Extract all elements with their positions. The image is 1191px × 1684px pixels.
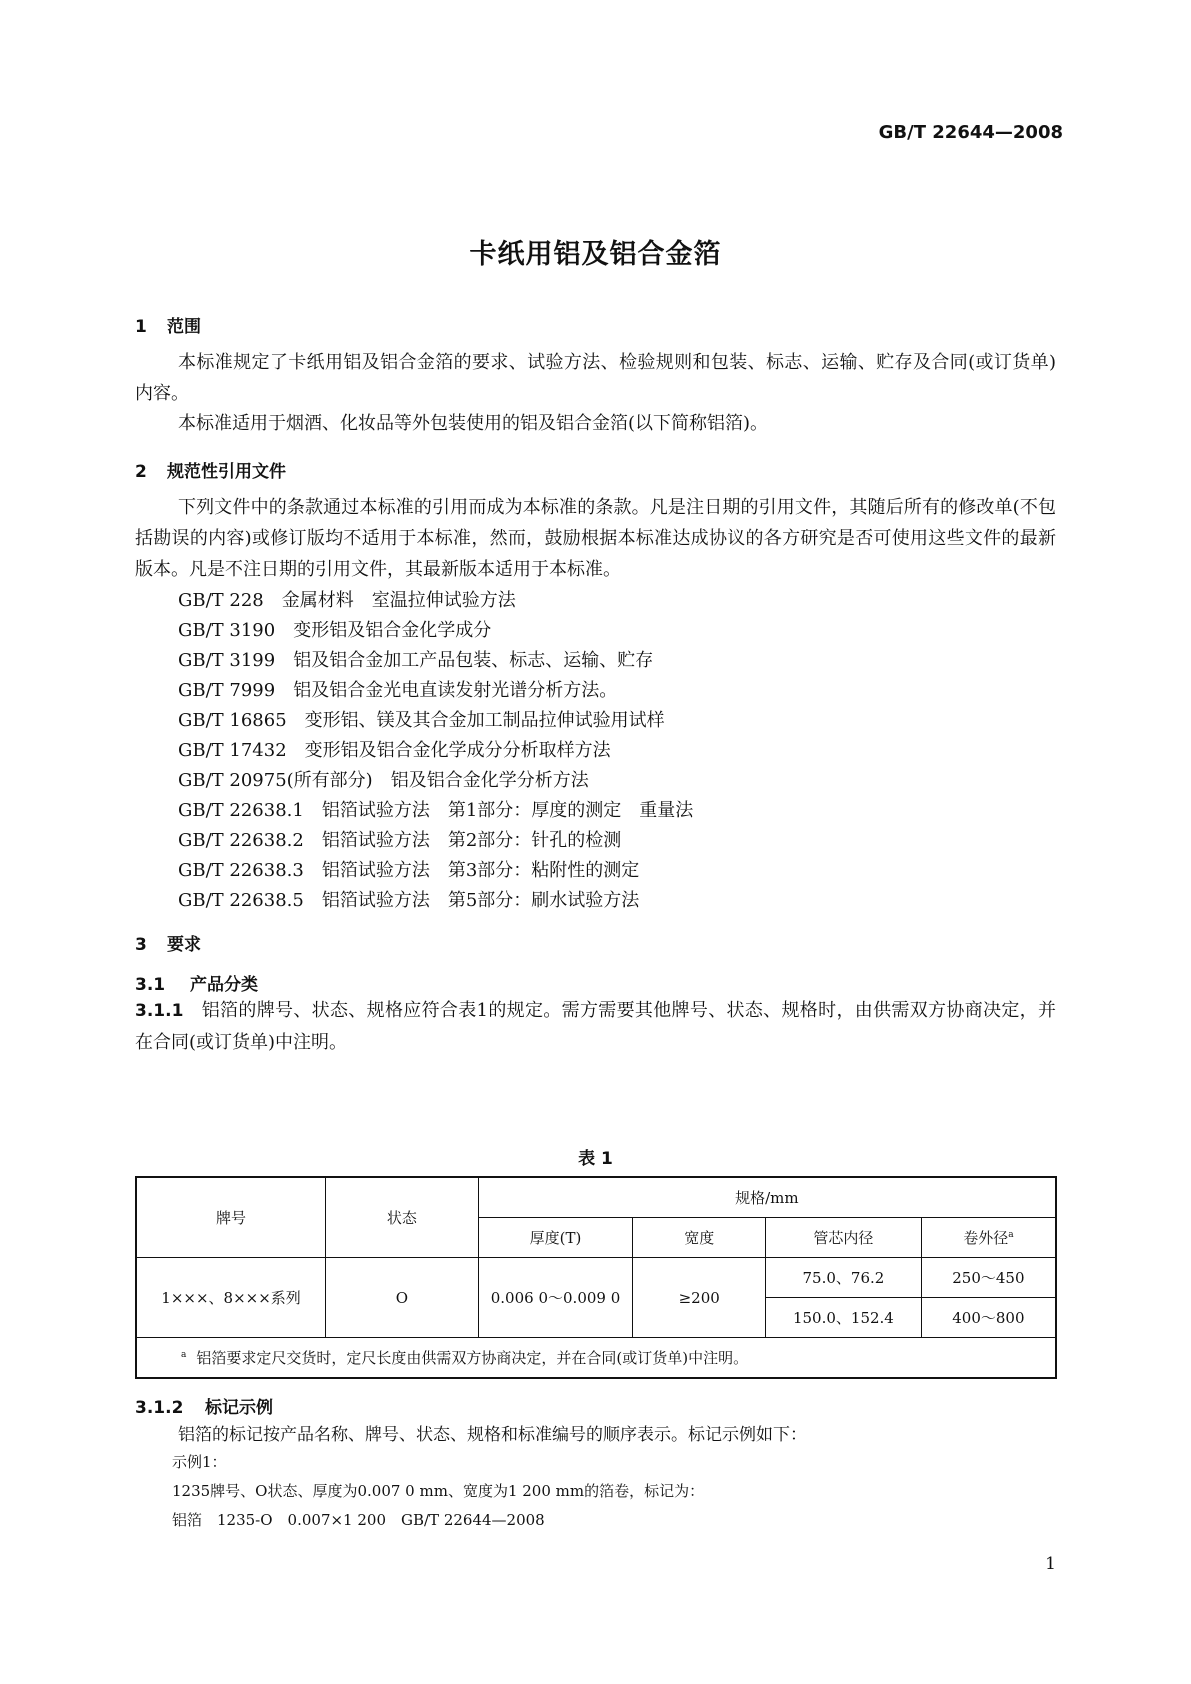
- section-3-1-1-paragraph: [135, 995, 1056, 1058]
- cell-grade: 1×××、8×××系列: [136, 1258, 326, 1338]
- header-grade: 牌号: [136, 1177, 326, 1258]
- section-title: 范围: [167, 317, 201, 337]
- section-3-heading: [135, 930, 201, 955]
- example-marking: 铝箔 1235-O 0.007×1 200 GB/T 22644—2008: [172, 1511, 545, 1529]
- section-3-1-2-heading: [135, 1393, 273, 1418]
- section-1-paragraph-1: 本标准规定了卡纸用铝及铝合金箔的要求、试验方法、检验规则和包装、标志、运输、贮存及合同(或订货单)内容。: [135, 352, 1056, 404]
- header-temper: 状态: [326, 1177, 479, 1258]
- section-2-heading: [135, 457, 286, 482]
- cell-temper: O: [326, 1258, 479, 1338]
- paragraph-text: 铝箔的牌号、状态、规格应符合表1的规定。需方需要其他牌号、状态、规格时，由供需双方协商决定，并在合同(或订货单)中注明。: [135, 1000, 1056, 1053]
- document-title: 卡纸用铝及铝合金箔: [469, 239, 722, 270]
- cell-thickness: 0.006 0～0.009 0: [478, 1258, 633, 1338]
- example-label: 示例1：: [172, 1453, 227, 1471]
- section-title: 规范性引用文件: [167, 462, 286, 482]
- section-title: 标记示例: [205, 1398, 273, 1418]
- section-number: 2: [135, 462, 147, 482]
- reference-item: GB/T 22638.2 铝箔试验方法 第2部分：针孔的检测: [178, 830, 622, 851]
- reference-item: GB/T 20975(所有部分) 铝及铝合金化学分析方法: [178, 770, 589, 791]
- cell-outer-diameter: 400～800: [921, 1298, 1056, 1338]
- header-thickness: 厚度(T): [478, 1218, 633, 1258]
- footnote-text: 铝箔要求定尺交货时，定尺长度由供需双方协商决定，并在合同(或订货单)中注明。: [196, 1349, 749, 1367]
- reference-item: GB/T 7999 铝及铝合金光电直读发射光谱分析方法。: [178, 680, 618, 701]
- marking-paragraph: 铝箔的标记按产品名称、牌号、状态、规格和标准编号的顺序表示。标记示例如下：: [178, 1425, 807, 1445]
- reference-item: GB/T 3199 铝及铝合金加工产品包装、标志、运输、贮存: [178, 650, 654, 671]
- reference-item: GB/T 22638.5 铝箔试验方法 第5部分：刷水试验方法: [178, 890, 640, 911]
- product-table: [135, 1176, 1057, 1379]
- section-number: 3.1: [135, 975, 166, 995]
- reference-item: GB/T 22638.1 铝箔试验方法 第1部分：厚度的测定 重量法: [178, 800, 694, 821]
- section-3-1-heading: [135, 970, 258, 995]
- section-number: 3: [135, 935, 147, 955]
- reference-item: GB/T 3190 变形铝及铝合金化学成分: [178, 620, 492, 641]
- header-spec: 规格/mm: [478, 1177, 1056, 1218]
- standard-number: GB/T 22644—2008: [878, 122, 1063, 143]
- footnote-marker: a: [181, 1350, 187, 1360]
- header-outer-diameter: [921, 1218, 1056, 1258]
- section-2-paragraph: 下列文件中的条款通过本标准的引用而成为本标准的条款。凡是注日期的引用文件，其随后所有的修改单(不包括勘误的内容)或修订版均不适用于本标准，然而，鼓励根据本标准达成协议的各方研究是否可使用这些文件的最新版本。凡是不注日期的引用文件，其最新版本适用于本标准。: [135, 497, 1056, 580]
- page-number: 1: [1045, 1554, 1056, 1574]
- header-core-diameter: 管芯内径: [766, 1218, 922, 1258]
- section-number: 1: [135, 317, 147, 337]
- section-number: 3.1.1: [135, 1001, 184, 1021]
- cell-core-diameter: 150.0、152.4: [766, 1298, 922, 1338]
- example-text: 1235牌号、O状态、厚度为0.007 0 mm、宽度为1 200 mm的箔卷，标记为：: [172, 1482, 705, 1500]
- cell-outer-diameter: 250～450: [921, 1258, 1056, 1298]
- header-outer-diameter-label: 卷外径: [963, 1229, 1009, 1247]
- reference-item: GB/T 17432 变形铝及铝合金化学成分分析取样方法: [178, 740, 611, 761]
- section-title: 产品分类: [190, 975, 258, 995]
- section-title: 要求: [167, 935, 201, 955]
- section-1-heading: [135, 312, 201, 337]
- reference-item: GB/T 16865 变形铝、镁及其合金加工制品拉伸试验用试样: [178, 710, 665, 731]
- reference-item: GB/T 22638.3 铝箔试验方法 第3部分：粘附性的测定: [178, 860, 640, 881]
- cell-width: ≥200: [633, 1258, 766, 1338]
- section-number: 3.1.2: [135, 1398, 184, 1418]
- reference-item: GB/T 228 金属材料 室温拉伸试验方法: [178, 590, 516, 611]
- header-width: 宽度: [633, 1218, 766, 1258]
- section-1-paragraph-2: 本标准适用于烟酒、化妆品等外包装使用的铝及铝合金箔(以下简称铝箔)。: [178, 413, 769, 434]
- table-footnote: [136, 1338, 1056, 1379]
- table-caption: 表 1: [578, 1149, 613, 1169]
- cell-core-diameter: 75.0、76.2: [766, 1258, 922, 1298]
- footnote-marker: a: [1008, 1230, 1014, 1240]
